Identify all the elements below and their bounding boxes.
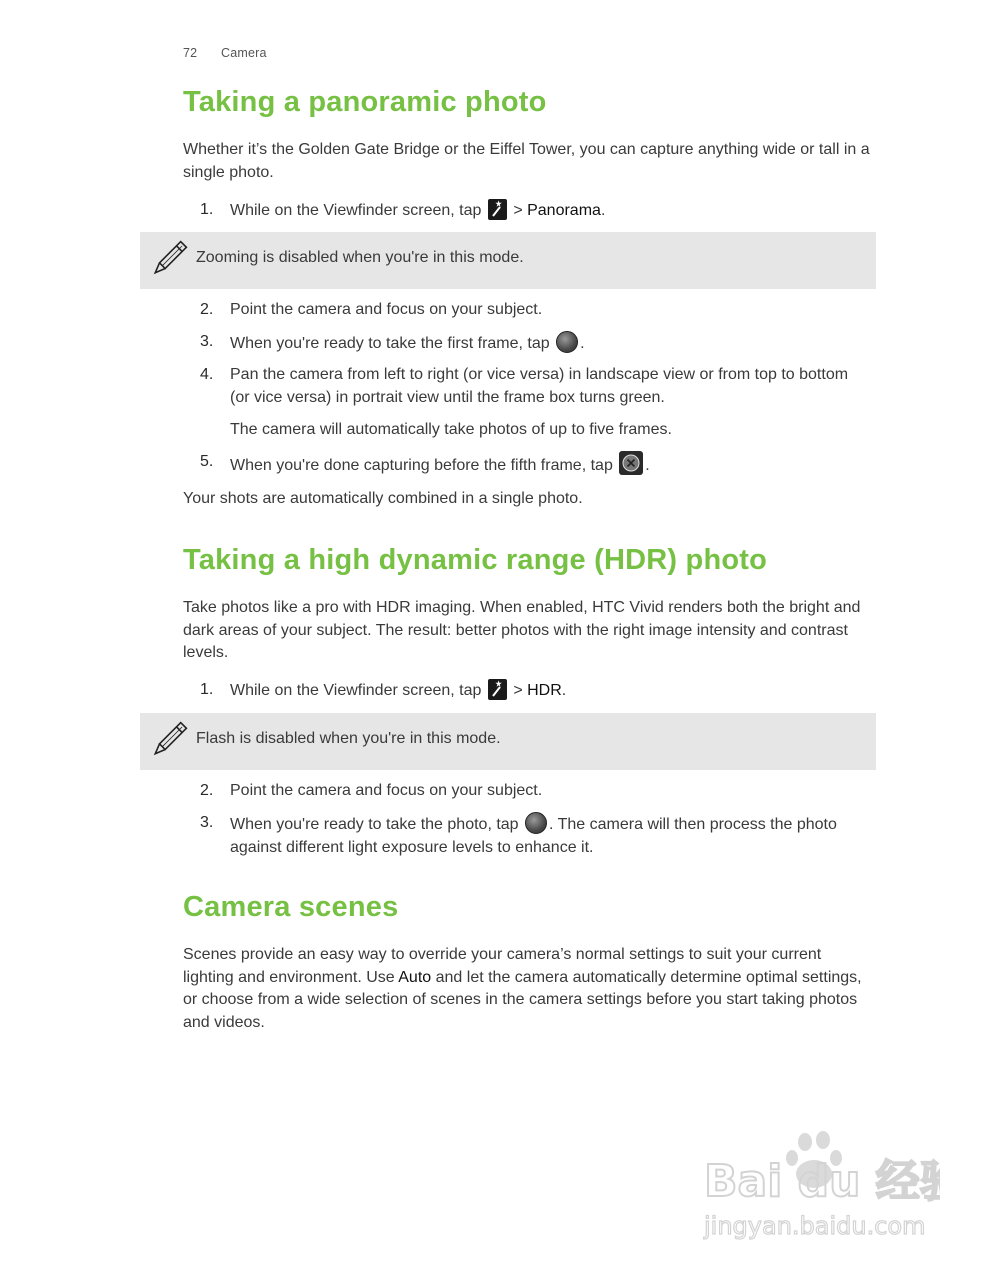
- menu-target: HDR: [527, 682, 562, 699]
- scenes-intro: [183, 944, 873, 1034]
- baidu-watermark: [700, 1130, 940, 1245]
- step-text: When you're ready to take the first frame, tap: [230, 335, 550, 352]
- step-number: 2.: [200, 301, 214, 318]
- step-text: When you're ready to take the photo, tap: [230, 816, 519, 833]
- chapter-name: Camera: [221, 46, 267, 60]
- step-text: Point the camera and focus on your subject.: [230, 782, 543, 799]
- hdr-heading: Taking a high dynamic range (HDR) photo: [183, 544, 768, 576]
- step-number: 4.: [200, 366, 214, 383]
- watermark-brand: Bai du 经验: [704, 1156, 940, 1207]
- watermark-url: jingyan.baidu.com: [704, 1212, 926, 1240]
- step-punct: .: [645, 457, 650, 474]
- scenes-heading: Camera scenes: [183, 891, 399, 923]
- scenes-text-cont: and let the camera automatically determine optimal settings, or choose from a wide selection of scenes in the camera settings before you start taking photos and videos.: [183, 968, 862, 1031]
- note-text: Flash is disabled when you're in this mode.: [196, 730, 501, 747]
- hdr-intro: Take photos like a pro with HDR imaging. When enabled, HTC Vivid renders both the bright and dark areas of your subject. The result: better photos with the right image intensity and contrast levels.: [183, 599, 861, 661]
- page-number: 72: [183, 46, 198, 60]
- step-number: 1.: [200, 681, 214, 698]
- step-number: 3.: [200, 814, 214, 831]
- pencil-icon: [148, 240, 188, 280]
- step-subtext: The camera will automatically take photos of up to five frames.: [230, 421, 672, 438]
- step-number: 5.: [200, 453, 214, 470]
- panorama-outro: Your shots are automatically combined in a single photo.: [183, 490, 583, 507]
- menu-target: Panorama: [527, 202, 601, 219]
- step-separator: >: [513, 202, 528, 219]
- step-text: While on the Viewfinder screen, tap: [230, 682, 482, 699]
- magic-wand-icon: [488, 199, 507, 220]
- note-text: Zooming is disabled when you're in this mode.: [196, 249, 524, 266]
- step-text: While on the Viewfinder screen, tap: [230, 202, 482, 219]
- step-number: 1.: [200, 201, 214, 218]
- hdr-note: [140, 713, 876, 770]
- step-number: 2.: [200, 782, 214, 799]
- shutter-button-icon: [525, 812, 547, 834]
- step-separator: >: [513, 682, 528, 699]
- step-text: Pan the camera from left to right (or vice versa) in landscape view or from top to bottom (or vice versa) in portrait view until the frame box turns green.: [230, 366, 849, 406]
- step-number: 3.: [200, 333, 214, 350]
- panorama-note: [140, 232, 876, 289]
- panorama-heading: Taking a panoramic photo: [183, 86, 547, 118]
- scenes-text: Scenes provide an easy way to override your camera’s normal settings to suit your current lighting and environment. Use: [183, 946, 822, 986]
- shutter-button-icon: [556, 331, 578, 353]
- step-punct: .: [600, 202, 606, 219]
- magic-wand-icon: [488, 679, 507, 700]
- page-header: [183, 46, 267, 60]
- step-text-cont: . The camera will then process the photo against different light exposure levels to enhance it.: [230, 816, 837, 856]
- step-text: When you're done capturing before the fifth frame, tap: [230, 457, 613, 474]
- step-punct: .: [580, 335, 585, 352]
- panorama-intro: Whether it’s the Golden Gate Bridge or the Eiffel Tower, you can capture anything wide or tall in a single photo.: [183, 141, 870, 181]
- step-punct: .: [561, 682, 567, 699]
- stop-button-icon: [619, 451, 643, 475]
- pencil-icon: [148, 721, 188, 761]
- step-text: Point the camera and focus on your subject.: [230, 301, 543, 318]
- scene-auto: Auto: [398, 968, 432, 986]
